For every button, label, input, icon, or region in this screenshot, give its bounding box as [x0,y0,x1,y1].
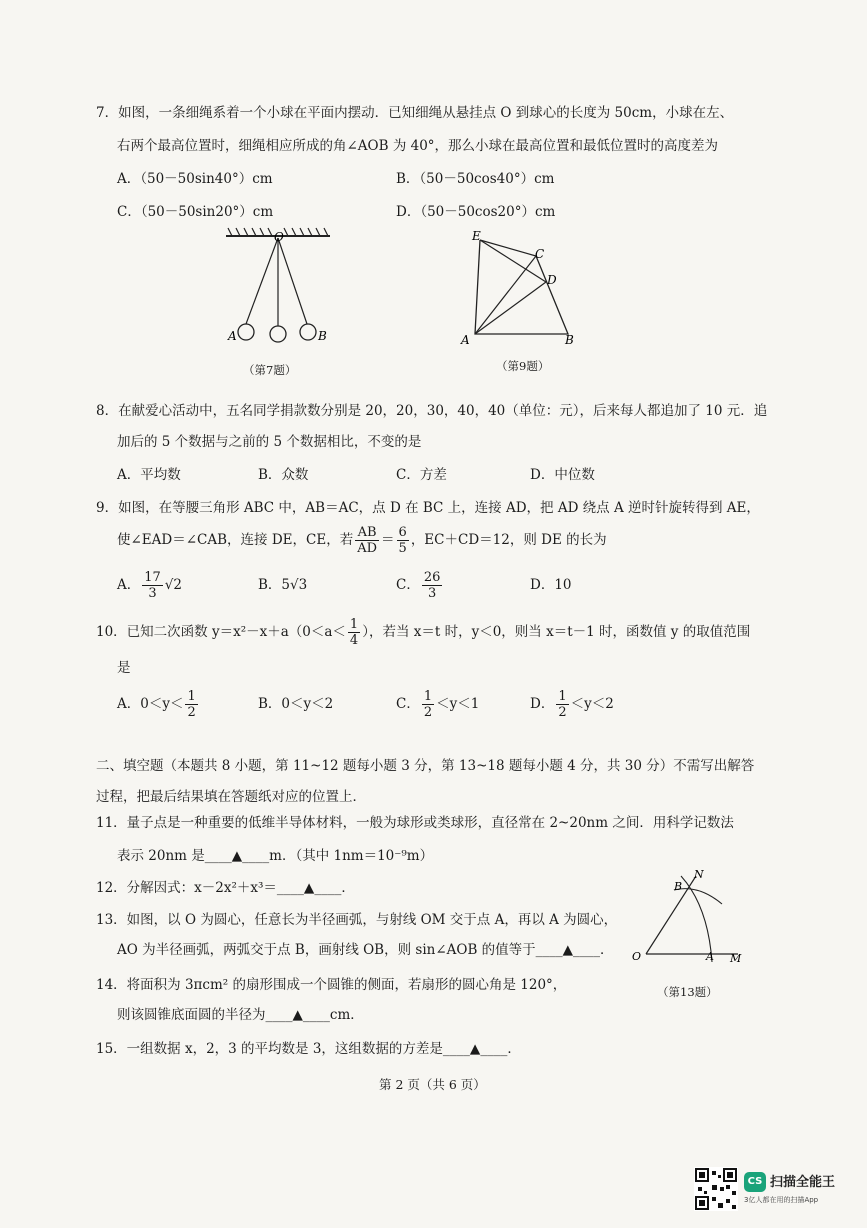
qr-code [694,1167,738,1211]
q7-option-a: A．（50－50sin40°）cm [117,171,273,187]
q15-line: 15．一组数据 x，2，3 的平均数是 3，这组数据的方差是____▲____． [96,1041,521,1057]
q10-option-a: A．0＜y＜ $\frac{1}{2}$ [117,689,196,720]
label-b: B [674,880,683,893]
q8-option-d: D．中位数 [530,467,595,483]
q12-line: 12．分解因式：x－2x²＋x³＝____▲____． [96,880,355,896]
q9-fraction-ratio: $\frac{6}{5}$ [398,525,407,556]
q10-option-c: C． $\frac{1}{2}$ ＜y＜1 [396,689,480,720]
q7-option-b: B．（50－50cos40°）cm [396,171,555,187]
q13-line1: 13．如图，以 O 为圆心，任意长为半径画弧，与射线 OM 交于点 A，再以 A 为圆心， [96,912,618,928]
q7-line1: 7．如图，一条细绳系着一个小球在平面内摆动．已知细绳从悬挂点 O 到球心的长度为 50cm，小球在左、 [96,105,734,121]
q11-line1: 11．量子点是一种重要的低维半导体材料，一般为球形或类球形，直径常在 2~20nm 之间．用科学记数法 [96,815,734,831]
label-a: A [461,333,470,347]
triangle-figure [455,228,585,348]
q9-option-c: C． $\frac{26}{3}$ [396,570,441,601]
q8-line1: 8．在献爱心活动中，五名同学捐款数分别是 20，20，30，40，40（单位：元），后来每人都追加了 10 元．追 [96,403,768,419]
q10-option-d: D． $\frac{1}{2}$ ＜y＜2 [530,689,614,720]
section2-line1: 二、填空题（本题共 8 小题，第 11~12 题每小题 3 分，第 13~18 题每小题 4 分，共 30 分）不需写出解答 [96,758,755,774]
scanner-tagline: 3亿人都在用的扫描App [744,1196,819,1204]
label-e: E [472,229,481,243]
q8-line2: 加后的 5 个数据与之前的 5 个数据相比，不变的是 [117,434,422,450]
label-o: O [632,950,642,963]
q13-caption: （第13题） [657,985,718,999]
q9-line2: 使∠EAD＝∠CAB，连接 DE，CE，若 $\frac{AB}{AD}$ ＝ $\frac{6}{5}$ ，EC＋CD＝12，则 DE 的长为 [117,525,607,556]
qr-code-icon [694,1167,738,1211]
q9-option-d: D．10 [530,577,572,593]
arc-construction-figure [626,866,756,966]
label-n: N [694,868,704,881]
q9-figure-caption: （第9题） [496,359,550,373]
q10-line1: 10．已知二次函数 y＝x²－x＋a（0＜a＜ $\frac{1}{4}$ ），若当 x＝t 时，y＜0，则当 x＝t－1 时，函数值 y 的取值范围 [96,617,751,648]
q7-line2: 右两个最高位置时，细绳相应所成的角∠AOB 为 40°，那么小球在最高位置和最低位置时的高度差为 [117,138,719,154]
section2-line2: 过程，把最后结果填在答题纸对应的位置上． [96,789,366,805]
label-c: C [535,247,545,261]
pendulum-figure [218,226,338,356]
q10-option-b: B．0＜y＜2 [258,696,334,712]
q7-caption: （第7题） [243,363,297,377]
q8-option-b: B．众数 [258,467,309,483]
q8-option-a: A．平均数 [117,467,181,483]
page-number: 第 2 页（共 6 页） [379,1077,486,1092]
q9-option-b: B．5√3 [258,577,308,593]
label-b: B [318,329,327,343]
q7-option-d: D．（50－50cos20°）cm [396,204,556,220]
q7-option-c: C．（50－50sin20°）cm [117,204,274,220]
q10-line2: 是 [117,660,131,676]
label-m: M [730,952,742,965]
q9-option-a: A． $\frac{17}{3}$ √2 [117,570,182,601]
scanner-name: 扫描全能王 [770,1175,836,1190]
q9-line1: 9．如图，在等腰三角形 ABC 中，AB＝AC，点 D 在 BC 上，连接 AD，把 AD 绕点 A 逆时针旋转得到 AE， [96,500,760,516]
q8-option-c: C．方差 [396,467,447,483]
q13-line2: AO 为半径画弧，两弧交于点 B，画射线 OB，则 sin∠AOB 的值等于____▲____． [117,942,614,958]
label-a: A [228,329,237,343]
label-d: D [547,273,557,287]
label-o: O [274,230,284,244]
q9-fraction-ab-ad: $\frac{AB}{AD}$ [357,525,378,556]
q14-line2: 则该圆锥底面圆的半径为____▲____cm． [117,1007,364,1023]
scanner-logo-icon: CS [744,1172,766,1192]
q14-line1: 14．将面积为 3πcm² 的扇形围成一个圆锥的侧面，若扇形的圆心角是 120°， [96,977,567,993]
label-b: B [565,333,574,347]
label-a: A [706,950,714,963]
q11-line2: 表示 20nm 是____▲____m．（其中 1nm＝10⁻⁹m） [117,848,434,864]
